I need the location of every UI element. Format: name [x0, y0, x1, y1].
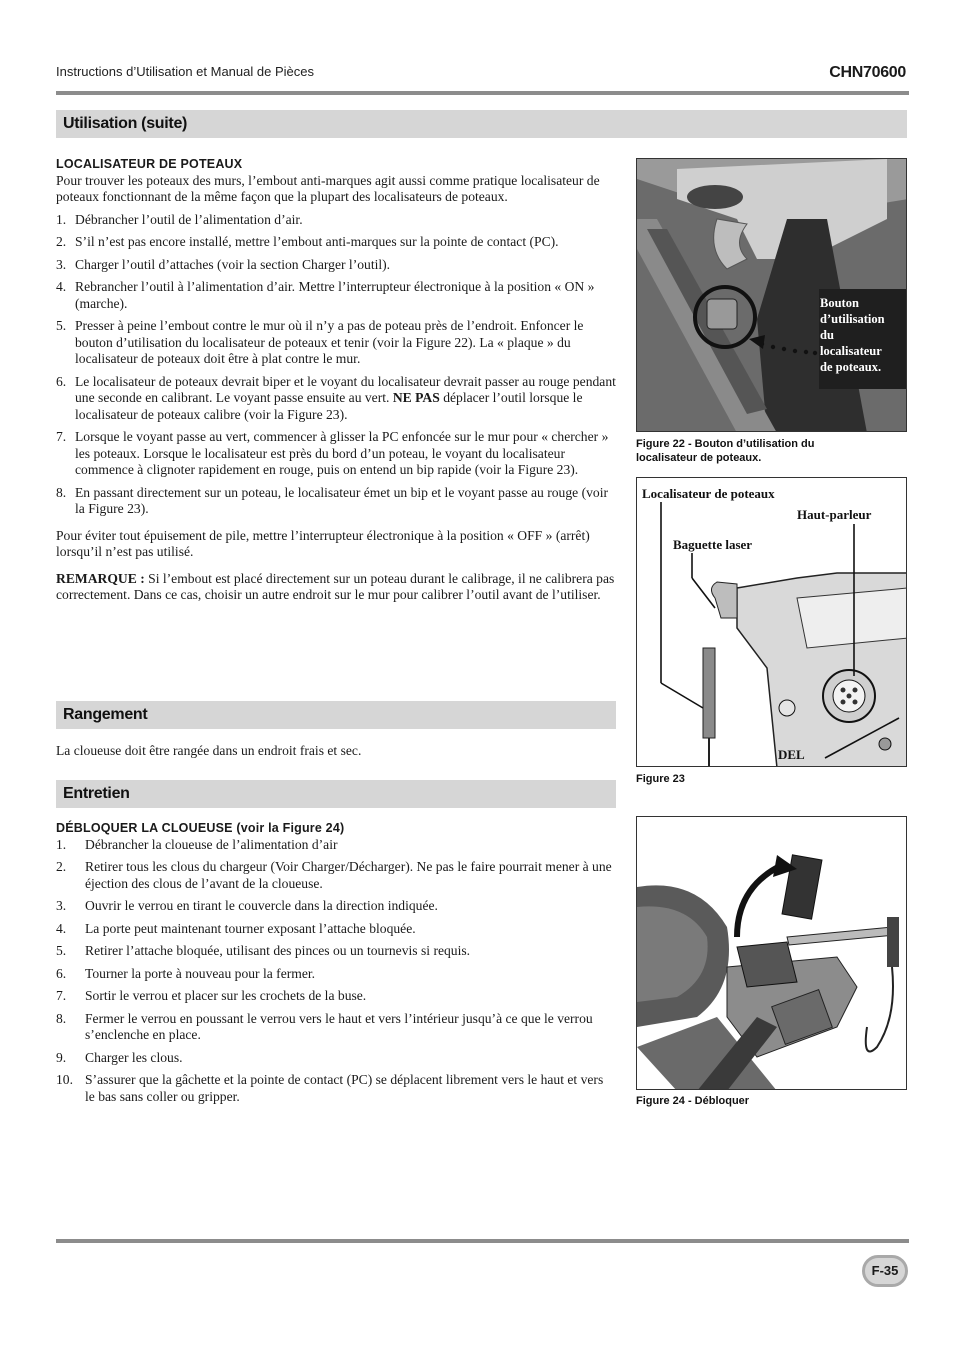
fig23-label-led: DEL — [778, 747, 805, 762]
entretien-body — [56, 820, 616, 1105]
step-number: 5. — [56, 943, 67, 958]
step-text: Fermer le verrou en poussant le verrou vers le haut et vers l’intérieur jusqu’à ce que le verrou s’enclenche en place. — [85, 1010, 593, 1042]
step-text: Retirer l’attache bloquée, utilisant des pinces ou un tournevis si requis. — [85, 943, 471, 958]
step-text: En passant directement sur un poteau, le localisateur émet un bip et le voyant passe au rouge (voir la Figure 23). — [75, 484, 609, 516]
section-title-utilisation: Utilisation (suite) — [56, 110, 907, 138]
list-item — [56, 485, 616, 518]
list-item — [56, 1050, 616, 1067]
page-number-badge: F-35 — [862, 1255, 908, 1287]
list-item — [56, 1072, 616, 1105]
list-item — [56, 898, 616, 915]
step-text: Sortir le verrou et placer sur les crochets de la buse. — [85, 988, 367, 1003]
step-text: S’il n’est pas encore installé, mettre l’embout anti-marques sur la pointe de contact (PC). — [75, 234, 559, 249]
model-number: CHN70600 — [829, 64, 906, 81]
list-item — [56, 966, 616, 983]
remark-text: Si l’embout est placé directement sur un poteau durant le calibrage, il ne calibrera pas correctement. Dans ce cas, choisir un autre endroit sur le mur pour calibrer l’outil avant de l’utiliser. — [56, 570, 615, 602]
step-number: 4. — [56, 279, 67, 294]
stud-finder-subhead: LOCALISATEUR DE POTEAUX — [56, 157, 243, 171]
step-number: 6. — [56, 373, 67, 389]
remark — [56, 571, 616, 604]
step-text: Le localisateur de poteaux devrait biper et le voyant du localisateur devrait passer au rouge pendant une seconde en calibrant. Le voyant passe ensuite au vert. — [75, 373, 616, 405]
fig22-caption-line1: Figure 22 - Bouton d’utilisation du — [636, 438, 815, 450]
section-title-entretien: Entretien — [56, 780, 616, 808]
rangement-text: La cloueuse doit être rangée dans un endroit frais et sec. — [56, 743, 362, 758]
battery-note: Pour éviter tout épuisement de pile, mettre l’interrupteur électronique à la position « OFF » (arrêt) lorsqu’il n’est pas utilisé. — [56, 527, 590, 559]
step-number: 5. — [56, 318, 67, 333]
step-text: Retirer tous les clous du chargeur (Voir Charger/Décharger). Ne pas le faire pourrait mener à une éjection des clous de l’avant de la cloueuse. — [85, 859, 612, 891]
step-text: La porte peut maintenant tourner exposant l’attache bloquée. — [85, 920, 416, 936]
unjam-subhead-bold: DÉBLOQUER LA CLOUEUSE — [56, 821, 233, 835]
step-number: 8. — [56, 484, 67, 500]
fig22-label-line: Bouton — [820, 296, 859, 310]
step-text: Ouvrir le verrou en tirant le couvercle dans la direction indiquée. — [85, 898, 438, 913]
fig22-label-line: du — [820, 328, 834, 342]
list-item — [56, 988, 616, 1005]
step-number: 7. — [56, 988, 67, 1003]
document-title: Instructions d’Utilisation et Manual de Pièces — [56, 64, 314, 79]
stud-finder-steps — [56, 212, 616, 518]
list-item — [56, 234, 616, 251]
list-item — [56, 212, 616, 229]
step-number: 1. — [56, 836, 67, 852]
list-item — [56, 374, 616, 424]
step-number: 8. — [56, 1010, 67, 1026]
unjam-subhead-rest: (voir la Figure 24) — [232, 821, 345, 835]
figure-23-image — [636, 477, 907, 767]
step-text: Presser à peine l’embout contre le mur où il n’y a pas de poteau près de l’endroit. Enfoncer le bouton d’utilisation du localisateur de poteaux et tenir (voir la Figure 22). La « plaque » du localisateur de poteaux doit être à plat contre le mur. — [75, 318, 584, 366]
fig23-label-laser: Baguette laser — [673, 537, 753, 552]
unjam-steps — [56, 837, 616, 1106]
step-text: Débrancher la cloueuse de l’alimentation d’air — [85, 836, 338, 852]
figure-24-image — [636, 816, 907, 1090]
step-number: 4. — [56, 920, 67, 936]
fig22-label-line: d’utilisation — [820, 312, 885, 326]
step-text: Charger les clous. — [85, 1049, 183, 1065]
fig23-label-speaker: Haut-parleur — [797, 507, 872, 522]
list-item — [56, 1011, 616, 1044]
section-title-rangement: Rangement — [56, 701, 616, 729]
list-item — [56, 921, 616, 938]
stud-finder-intro: Pour trouver les poteaux des murs, l’embout anti-marques agit aussi comme pratique localisateur de poteaux fonctionnant de la même façon que la plupart des localisateurs de poteaux. — [56, 172, 600, 204]
step-emphasis: NE PAS — [392, 390, 440, 405]
figure-23-caption: Figure 23 — [636, 773, 685, 785]
figure-22-image — [636, 158, 907, 432]
step-text: Charger l’outil d’attaches (voir la section Charger l’outil). — [75, 256, 391, 272]
fig22-button-label — [820, 295, 885, 375]
remark-label: REMARQUE : — [56, 570, 145, 586]
step-text: Tourner la porte à nouveau pour la fermer. — [85, 965, 316, 981]
footer-divider — [56, 1239, 909, 1243]
step-text: Rebrancher l’outil à l’alimentation d’air. Mettre l’interrupteur électronique à la position « ON » (marche). — [75, 279, 595, 311]
figure-24-caption: Figure 24 - Débloquer — [636, 1095, 750, 1107]
list-item — [56, 257, 616, 274]
step-number: 3. — [56, 256, 67, 272]
step-number: 2. — [56, 859, 67, 874]
list-item — [56, 837, 616, 854]
list-item — [56, 859, 616, 892]
fig23-label-locator: Localisateur de poteaux — [642, 486, 775, 501]
step-number: 3. — [56, 898, 67, 913]
unjam-illustration — [637, 817, 907, 1090]
list-item — [56, 318, 616, 368]
list-item — [56, 943, 616, 960]
step-number: 1. — [56, 211, 67, 227]
step-number: 6. — [56, 965, 67, 981]
step-number: 7. — [56, 429, 67, 444]
fig22-label-line: localisateur — [820, 344, 882, 358]
header-divider — [56, 91, 909, 95]
step-number: 2. — [56, 234, 67, 249]
step-text: Débrancher l’outil de l’alimentation d’air. — [75, 211, 303, 227]
unjam-subhead — [56, 820, 616, 837]
figure-22-caption — [636, 437, 814, 465]
step-text: S’assurer que la gâchette et la pointe de contact (PC) se déplacent librement vers le haut et vers le bas sans coller ou gripper. — [85, 1072, 604, 1104]
fig22-caption-line2: localisateur de poteaux. — [636, 452, 762, 464]
utilisation-body — [56, 156, 616, 604]
step-number: 9. — [56, 1049, 67, 1065]
step-number: 10. — [56, 1072, 73, 1087]
step-text: Lorsque le voyant passe au vert, commencer à glisser la PC enfoncée sur le mur pour « chercher » les poteaux. Lorsque le localisateur est près du bord d’un poteau, le voyant du localisateur commence à clignoter rapidement en rouge, puis on entend un bip rapide (voir la Figure 23). — [75, 429, 609, 477]
step-text-continued: déplacer l’outil lorsque le localisateur de poteaux calibre (voir la Figure 23). — [75, 390, 583, 422]
fig22-label-line: de poteaux. — [820, 360, 882, 374]
list-item — [56, 279, 616, 312]
list-item — [56, 429, 616, 479]
